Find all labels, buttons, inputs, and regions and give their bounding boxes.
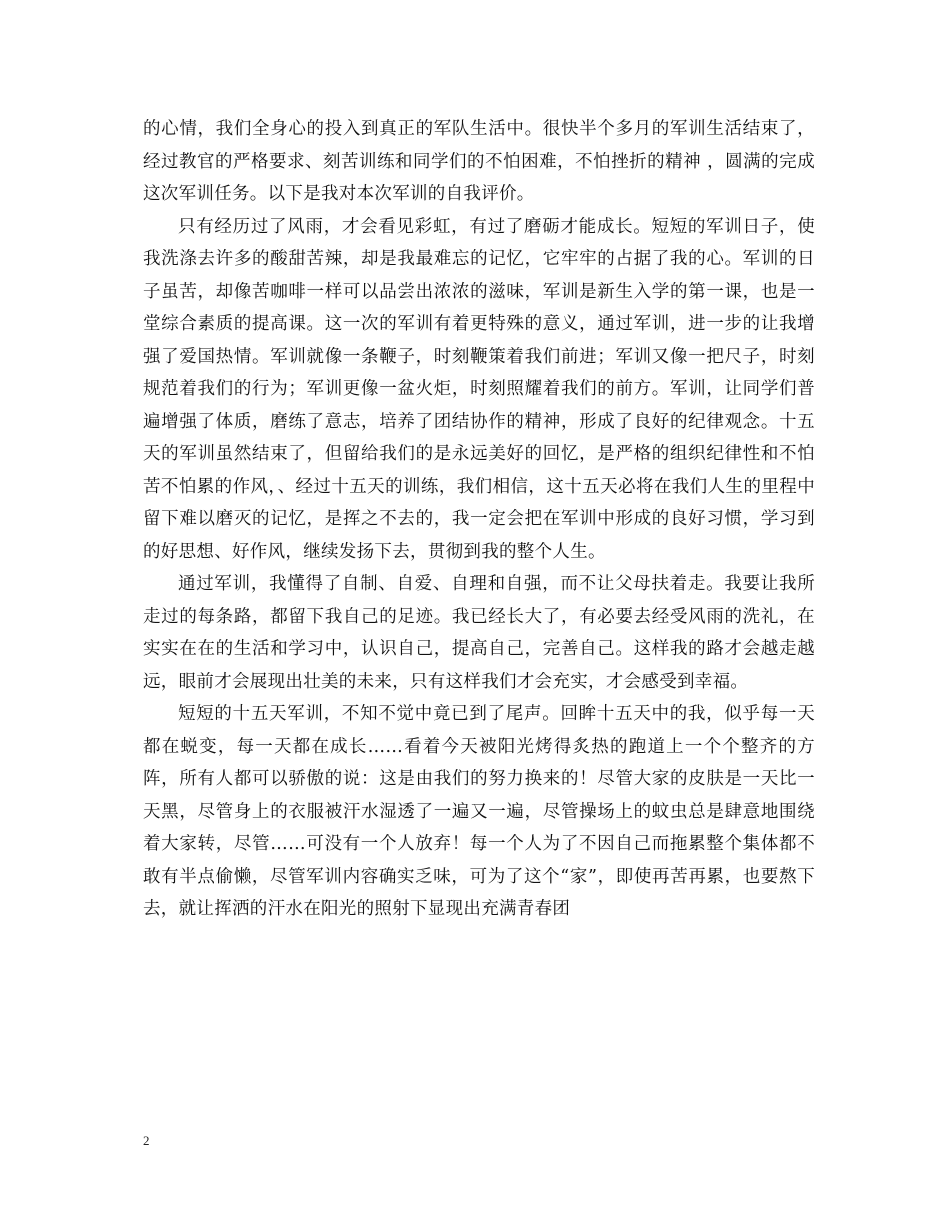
body-text bbox=[143, 113, 815, 926]
paragraph-2: 只有经历过了风雨，才会看见彩虹，有过了磨砺才能成长。短短的军训日子，使我洗涤去许多的酸甜苦辣，却是我最难忘的记忆，它牢牢的占据了我的心。军训的日子虽苦，却像苦咖啡一样可以品尝出浓浓的滋味，军训是新生入学的第一课，也是一堂综合素质的提高课。这一次的军训有着更特殊的意义，通过军训，进一步的让我增强了爱国热情。军训就像一条鞭子，时刻鞭策着我们前进；军训又像一把尺子，时刻规范着我们的行为；军训更像一盆火炬，时刻照耀着我们的前方。军训，让同学们普遍增强了体质，磨练了意志，培养了团结协作的精神，形成了良好的纪律观念。十五天的军训虽然结束了，但留给我们的是永远美好的回忆，是严格的组织纪律性和不怕苦不怕累的作风，、经过十五天的训练，我们相信，这十五天必将在我们人生的里程中留下难以磨灭的记忆，是挥之不去的，我一定会把在军训中形成的良好习惯，学习到的好思想、好作风，继续发扬下去，贯彻到我的整个人生。 bbox=[143, 216, 815, 562]
page-number: 2 bbox=[143, 1133, 150, 1148]
paragraph-1: 的心情，我们全身心的投入到真正的军队生活中。很快半个多月的军训生活结束了，经过教官的严格要求、刻苦训练和同学们的不怕困难，不怕挫折的精神 ，圆满的完成这次军训任务。以下是我对本次军训的自我评价。 bbox=[143, 119, 815, 204]
paragraph-3: 通过军训，我懂得了自制、自爱、自理和自强，而不让父母扶着走。我要让我所走过的每条路，都留下我自己的足迹。我已经长大了，有必要去经受风雨的洗礼，在实实在在的生活和学习中，认识自己，提高自己，完善自己。这样我的路才会越走越远，眼前才会展现出壮美的未来，只有这样我们才会充实，才会感受到幸福。 bbox=[143, 574, 815, 692]
paragraph-4: 短短的十五天军训，不知不觉中竟已到了尾声。回眸十五天中的我，似乎每一天都在蜕变，每一天都在成长……看着今天被阳光烤得炙热的跑道上一个个整齐的方阵，所有人都可以骄傲的说：这是由我们的努力换来的！尽管大家的皮肤是一天比一天黑，尽管身上的衣服被汗水湿透了一遍又一遍，尽管操场上的蚊虫总是肆意地围绕着大家转，尽管……可没有一个人放弃！每一个人为了不因自己而拖累整个集体都不敢有半点偷懒，尽管军训内容确实乏味，可为了这个“家”，即使再苦再累，也要熬下去，就让挥洒的汗水在阳光的照射下显现出充满青春团 bbox=[143, 704, 815, 919]
